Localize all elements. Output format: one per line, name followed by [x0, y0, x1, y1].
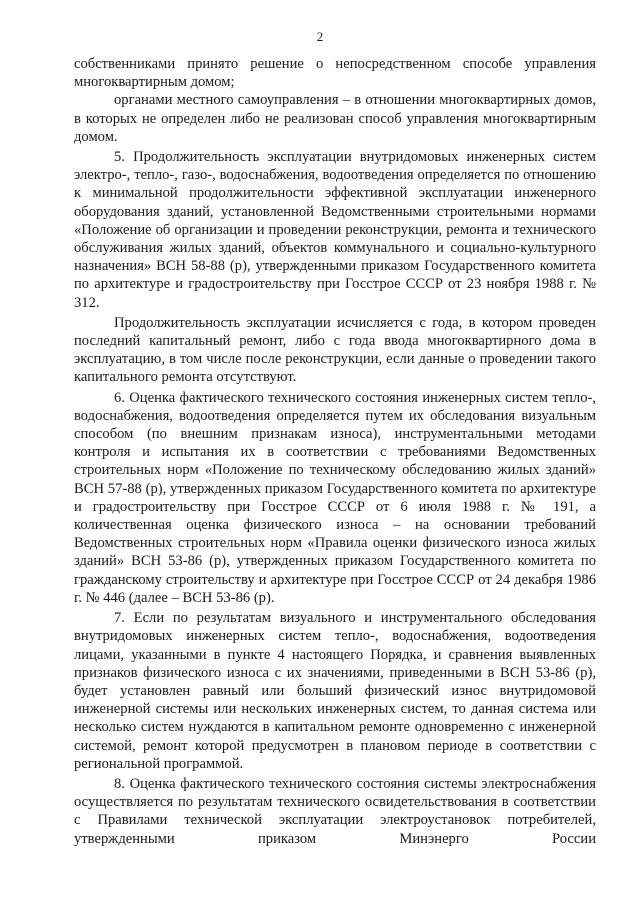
paragraph-continuation: собственниками принято решение о непосредственном способе управления многоквартирным домом;: [74, 56, 596, 91]
document-body: [74, 55, 596, 848]
paragraph-service-life: Продолжительность эксплуатации исчисляется с года, в котором проведен последний капитальный ремонт, либо с года ввода многоквартирного дома в эксплуатацию, в том числе после реконструкции, если данные о проведении такого капитального ремонта отсутствуют.: [74, 314, 596, 386]
page-number: 2: [316, 29, 324, 44]
paragraph-item-6: 6. Оценка фактического технического состояния инженерных систем тепло-, водоснабжения, водоотведения определяется путем их обследования визуальным способом (по внешним признакам износа), инструментальными методами контроля и испытания их в соответствии с требованиями Ведомственных строительных норм «Положение по техническому обследованию жилых зданий» ВСН 57-88 (р), утвержденных приказом Государственного комитета по архитектуре и градостроительству при Госстрое СССР от 6 июля 1988 г. № 191, а количественная оценка физического износа – на основании требований Ведомственных строительных норм «Правила оценки физического износа жилых зданий» ВСН 53-86 (р), утвержденных приказом Государственного комитета по гражданскому строительству и архитектуре при Госстрое СССР от 24 декабря 1986 г. № 446 (далее – ВСН 53-86 (р).: [74, 389, 596, 606]
paragraph-item-8: 8. Оценка фактического технического состояния системы электроснабжения осуществляется по результатам технического освидетельствования в соответствии с Правилами технической эксплуатации электроустановок потребителей, утвержденными приказом Минэнерго России: [74, 775, 596, 847]
paragraph-item-5: 5. Продолжительность эксплуатации внутридомовых инженерных систем электро-, тепло-, газо-, водоснабжения, водоотведения определяется по отношению к минимальной продолжительности эффективной эксплуатации инженерного оборудования зданий, установленной Ведомственными строительными нормами «Положение об организации и проведении реконструкции, ремонта и технического обслуживания жилых зданий, объектов коммунального и социально-культурного назначения» ВСН 58-88 (р), утвержденными приказом Государственного комитета по архитектуре и градостроительству при Госстрое СССР от 23 ноября 1988 г. № 312.: [74, 149, 596, 311]
paragraph-item-7: 7. Если по результатам визуального и инструментального обследования внутридомовых инженерных систем тепло-, водоснабжения, водоотведения лицами, указанными в пункте 4 настоящего Порядка, и сравнения выявленных признаков физического износа с их значениями, приведенными в ВСН 53-86 (р), будет установлен равный или больший физический износ внутридомовой инженерной системы или нескольких инженерных систем, то данная система или несколько систем нуждаются в капитальном ремонте одновременно с инженерной системой, ремонт которой предусмотрен в плановом периоде в соответствии с региональной программой.: [74, 610, 596, 772]
paragraph-municipal-bodies: органами местного самоуправления – в отношении многоквартирных домов, в которых не определен либо не реализован способ управления многоквартирным домом.: [74, 92, 596, 145]
